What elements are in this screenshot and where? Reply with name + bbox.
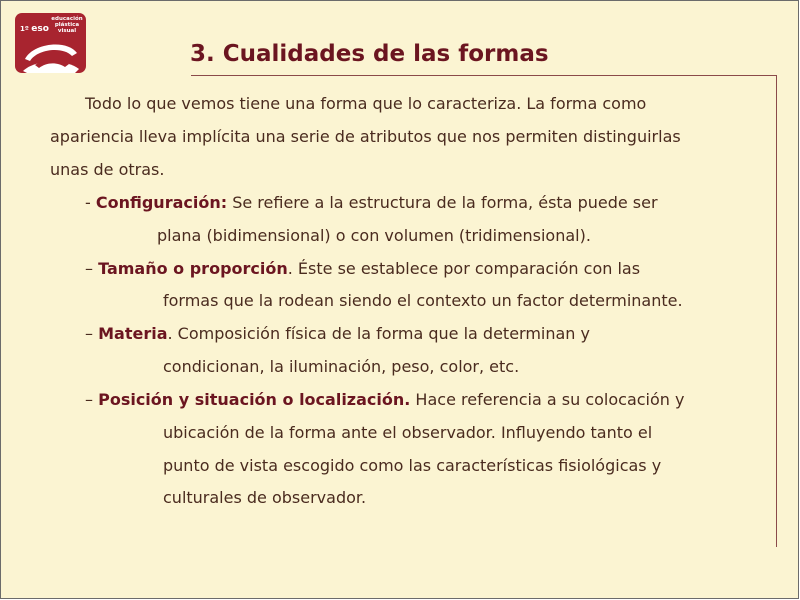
- logo-subject: [49, 16, 85, 35]
- item-text: . Composición física de la forma que la determinan y: [167, 324, 590, 343]
- logo-subject-line: educación: [51, 16, 83, 22]
- item-term: Posición y situación o localización.: [98, 390, 411, 409]
- item-text-continued: ubicación de la forma ante el observador. Influyendo tanto el: [163, 423, 653, 442]
- intro-line: Todo lo que vemos tiene una forma que lo caracteriza. La forma como: [85, 94, 647, 113]
- list-item-materia: [85, 317, 590, 350]
- logo-course-number: 1º: [20, 25, 29, 33]
- item-dash: –: [85, 259, 99, 278]
- item-text-continued: plana (bidimensional) o con volumen (tridimensional).: [157, 226, 591, 245]
- list-item-configuracion: [85, 186, 658, 219]
- logo-course: [20, 24, 49, 34]
- intro-line: unas de otras.: [50, 160, 165, 179]
- item-text-continued: culturales de observador.: [163, 488, 367, 507]
- item-term: Materia: [98, 324, 168, 343]
- item-text-continued: punto de vista escogido como las características fisiológicas y: [163, 456, 662, 475]
- logo-subject-line: plástica: [54, 22, 80, 29]
- item-dash: –: [85, 324, 99, 343]
- item-text-continued: formas que la rodean siendo el contexto un factor determinante.: [163, 291, 683, 310]
- item-dash: -: [85, 193, 96, 212]
- item-dash: –: [85, 390, 99, 409]
- intro-line: apariencia lleva implícita una serie de atributos que nos permiten distinguirlas: [50, 127, 681, 146]
- item-term: Configuración:: [95, 193, 228, 212]
- slide-title: 3. Cualidades de las formas: [190, 41, 549, 67]
- list-item-posicion: [85, 383, 684, 416]
- logo-subject-line: visual: [57, 28, 77, 35]
- item-text: Se refiere a la estructura de la forma, ésta puede ser: [227, 193, 658, 212]
- course-logo: [15, 13, 86, 73]
- right-border-line: [776, 75, 777, 547]
- list-item-tamano: [85, 252, 640, 285]
- item-text: Hace referencia a su colocación y: [410, 390, 685, 409]
- logo-course-level: eso: [31, 24, 49, 34]
- item-text: . Éste se establece por comparación con las: [287, 259, 641, 278]
- item-term: Tamaño o proporción: [98, 259, 288, 278]
- item-text-continued: condicionan, la iluminación, peso, color, etc.: [163, 357, 520, 376]
- title-underline: [191, 75, 777, 76]
